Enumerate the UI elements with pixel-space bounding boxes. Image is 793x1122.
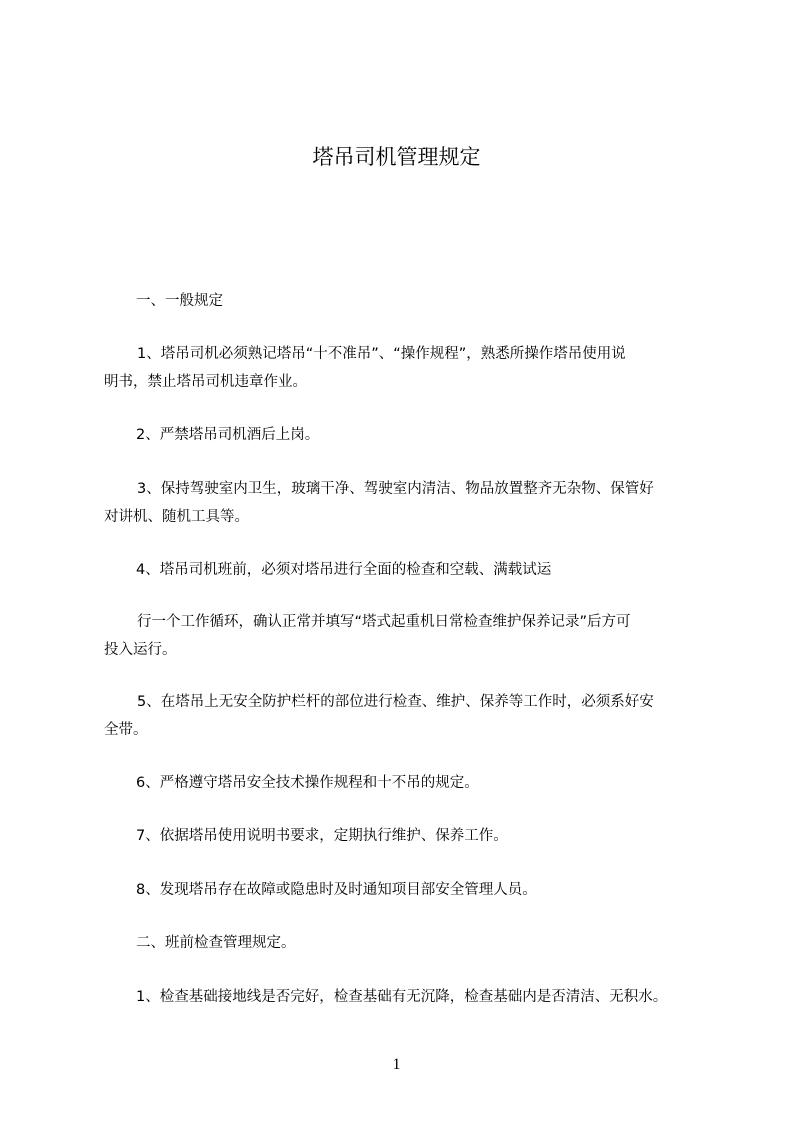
paragraph-line: 1、塔吊司机必须熟记塔吊“十不准吊”、“操作规程”，熟悉所操作塔吊使用说: [137, 346, 626, 362]
paragraph-line: 2、严禁塔吊司机酒后上岗。: [136, 427, 320, 443]
paragraph-line: 7、依据塔吊使用说明书要求，定期执行维护、保养工作。: [136, 828, 508, 844]
paragraph-line: 全带。: [104, 722, 148, 738]
paragraph-line: 3、保持驾驶室内卫生，玻璃干净、驾驶室内清洁、物品放置整齐无杂物、保管好: [137, 481, 654, 497]
paragraph-line: 投入运行。: [104, 642, 177, 658]
page-number: 1: [392, 1056, 401, 1073]
paragraph-line: 5、在塔吊上无安全防护栏杆的部位进行检查、维护、保养等工作时，必须系好安: [137, 694, 654, 710]
paragraph-line: 明书，禁止塔吊司机违章作业。: [104, 374, 307, 390]
paragraph-line: 行一个工作循环，确认正常并填写“塔式起重机日常检查维护保养记录”后方可: [137, 614, 631, 630]
section-heading-pre-shift-inspection: 二、班前检查管理规定。: [136, 935, 296, 951]
section-heading-general: 一、一般规定: [136, 293, 223, 309]
paragraph-line: 8、发现塔吊存在故障或隐患时及时通知项目部安全管理人员。: [136, 882, 537, 898]
paragraph-line: 6、严格遵守塔吊安全技术操作规程和十不吊的规定。: [136, 775, 479, 791]
paragraph-line: 1、检查基础接地线是否完好，检查基础有无沉降，检查基础内是否清洁、无积水。: [136, 989, 668, 1005]
paragraph-line: 对讲机、随机工具等。: [104, 509, 249, 525]
document-title: 塔吊司机管理规定: [312, 145, 481, 169]
paragraph-line: 4、塔吊司机班前，必须对塔吊进行全面的检查和空载、满载试运: [136, 562, 552, 578]
